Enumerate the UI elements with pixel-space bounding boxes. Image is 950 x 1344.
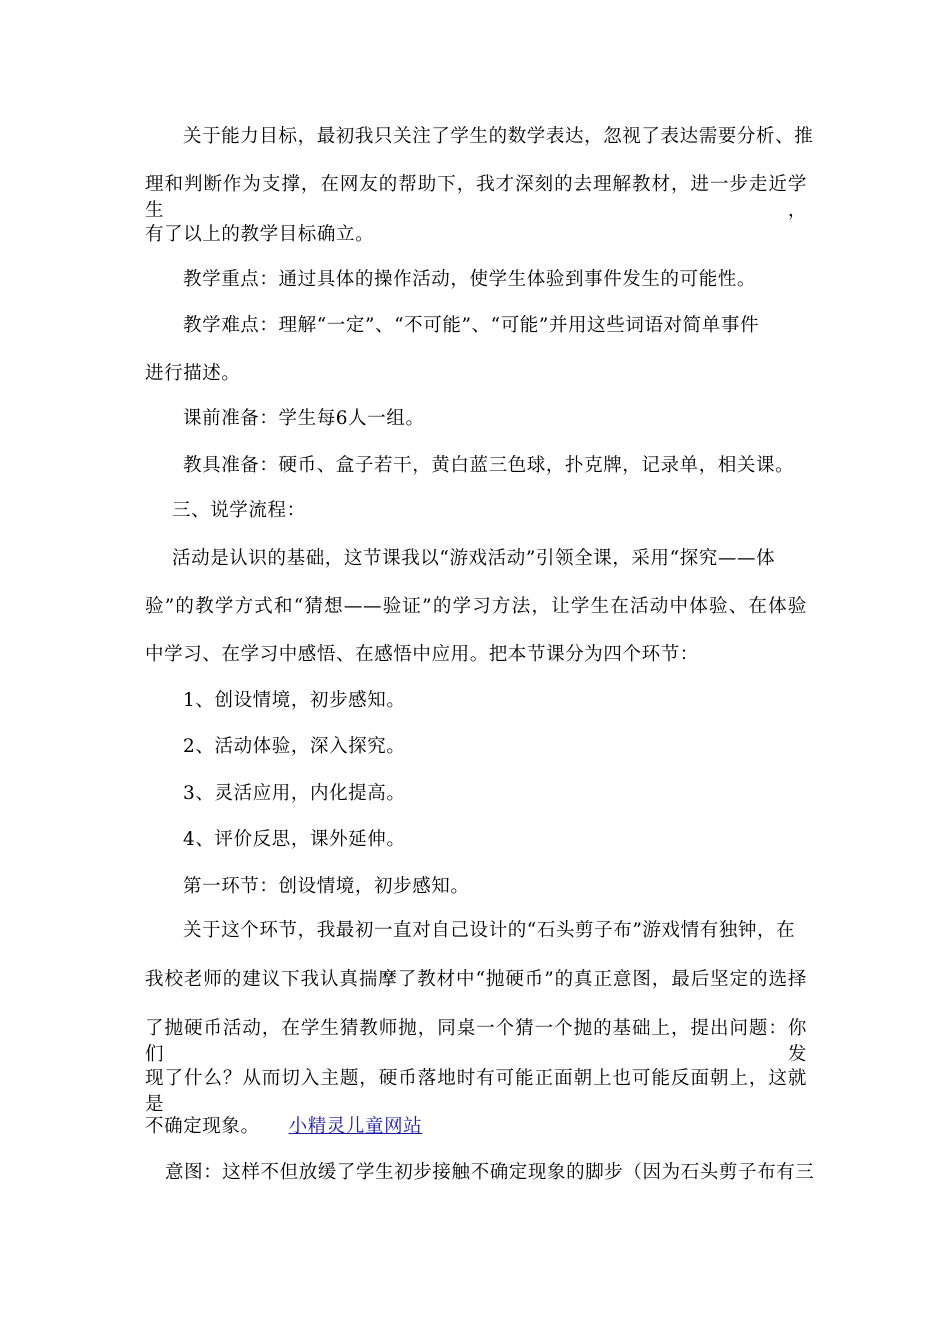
paragraph-line: 意图：这样不但放缓了学生初步接触不确定现象的脚步（因为石头剪子布有三 bbox=[165, 1162, 815, 1183]
paragraph-line: 教具准备：硬币、盒子若干，黄白蓝三色球，扑克牌，记录单，相关课。 bbox=[183, 455, 795, 476]
website-link[interactable]: 小精灵儿童网站 bbox=[288, 1116, 423, 1137]
list-item: 2、活动体验，深入探究。 bbox=[183, 736, 406, 757]
list-item: 1、创设情境，初步感知。 bbox=[183, 690, 406, 711]
list-item: 3、灵活应用，内化提高。 bbox=[183, 783, 406, 804]
paragraph-line: 中学习、在学习中感悟、在感悟中应用。把本节课分为四个环节： bbox=[145, 644, 699, 665]
list-item: 4、评价反思，课外延伸。 bbox=[183, 829, 406, 850]
paragraph-line: 了抛硬币活动，在学生猜教师抛，同桌一个猜一个抛的基础上，提出问题：你们发 bbox=[145, 1018, 807, 1065]
paragraph-line: 关于这个环节，我最初一直对自己设计的“石头剪子布”游戏情有独钟，在 bbox=[183, 920, 796, 941]
section-heading: 三、说学流程： bbox=[172, 500, 306, 521]
paragraph-line: 课前准备：学生每6人一组。 bbox=[183, 408, 425, 429]
paragraph-line-with-link bbox=[145, 1114, 422, 1140]
paragraph-line: 有了以上的教学目标确立。 bbox=[145, 224, 375, 245]
paragraph-line: 教学难点：理解“一定”、“不可能”、“可能”并用这些词语对简单事件 bbox=[183, 315, 760, 336]
paragraph-line: 我校老师的建议下我认真揣摩了教材中“抛硬币”的真正意图，最后坚定的选择 bbox=[145, 969, 807, 990]
paragraph-text: 不确定现象。 bbox=[145, 1116, 260, 1137]
paragraph-line: 理和判断作为支撑，在网友的帮助下，我才深刻的去理解教材，进一步走近学生， bbox=[145, 174, 807, 221]
section-subheading: 第一环节：创设情境，初步感知。 bbox=[183, 876, 470, 897]
paragraph-line: 活动是认识的基础，这节课我以“游戏活动”引领全课，采用“探究——体 bbox=[172, 548, 776, 569]
paragraph-line: 现了什么？从而切入主题，硬币落地时有可能正面朝上也可能反面朝上，这就是 bbox=[145, 1068, 807, 1115]
paragraph-line: 验”的教学方式和“猜想——验证”的学习方法，让学生在活动中体验、在体验 bbox=[145, 596, 807, 617]
paragraph-line: 进行描述。 bbox=[145, 363, 241, 384]
paragraph-line: 关于能力目标，最初我只关注了学生的数学表达，忽视了表达需要分析、推 bbox=[183, 126, 814, 147]
paragraph-line: 教学重点：通过具体的操作活动，使学生体验到事件发生的可能性。 bbox=[183, 269, 757, 290]
